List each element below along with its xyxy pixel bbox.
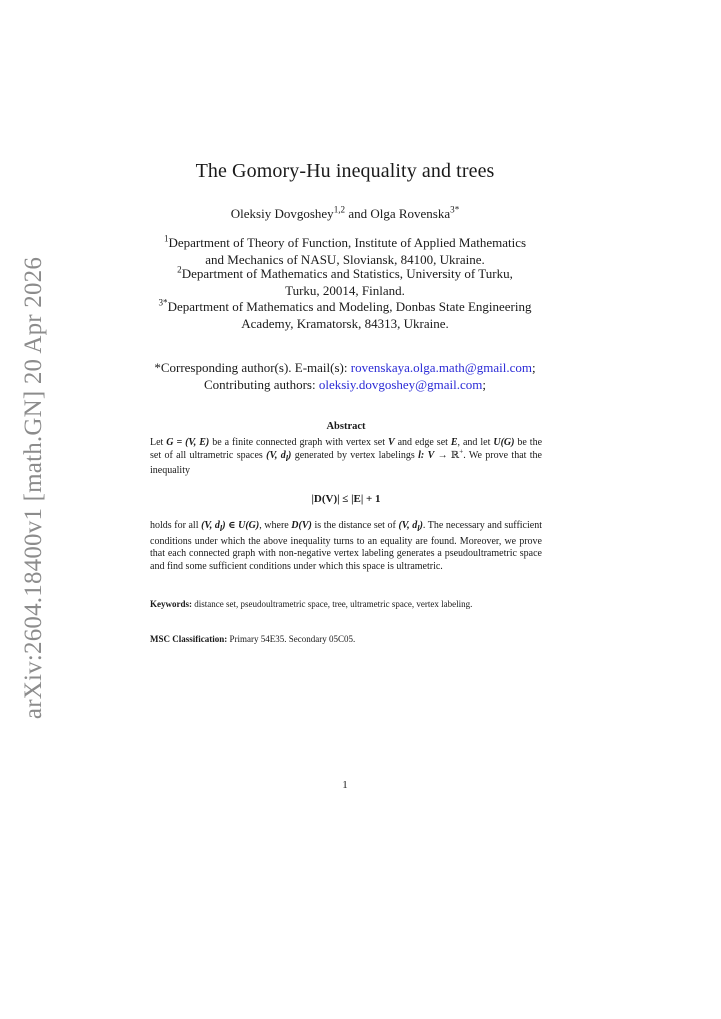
affiliation-marker: 2 bbox=[177, 264, 182, 275]
paper-title: The Gomory-Hu inequality and trees bbox=[195, 160, 495, 182]
affiliation-line: and Mechanics of NASU, Sloviansk, 84100, Ukraine. bbox=[205, 251, 485, 267]
affiliation bbox=[120, 299, 570, 332]
abstract-heading: Abstract bbox=[326, 421, 366, 432]
msc-label: MSC Classification: bbox=[150, 634, 228, 644]
author-name: Oleksiy Dovgoshey bbox=[230, 206, 334, 221]
keywords-text: distance set, pseudoultrametric space, tree, ultrametric space, vertex labeling. bbox=[192, 599, 473, 609]
abstract-paragraph bbox=[150, 437, 542, 478]
text-run: , where bbox=[259, 520, 292, 531]
text-run: . The necessary and sufficient conditions under which the above inequality turns to an equality are found. Moreover, we prove that each connected graph with non-negative vertex labeling generates a pseudoultrametric space and find some sufficient conditions under which this space is ultrametric. bbox=[150, 520, 542, 572]
corresponding-author-label: *Corresponding author(s). E-mail(s): bbox=[154, 360, 351, 375]
math-distance-set: D(V) bbox=[291, 520, 312, 531]
affiliation bbox=[120, 235, 570, 268]
contributing-email-link[interactable]: oleksiy.dovgoshey@gmail.com bbox=[318, 376, 483, 392]
author-name: Olga Rovenska bbox=[370, 206, 451, 221]
affiliation bbox=[120, 266, 570, 299]
abstract-equation: |D(V)| ≤ |E| + 1 bbox=[311, 493, 381, 505]
math-space: (V, d bbox=[201, 520, 220, 531]
corresponding-email-link[interactable]: rovenskaya.olga.math@gmail.com bbox=[350, 360, 533, 375]
math-domain: V bbox=[427, 449, 435, 461]
math-subscript: l bbox=[285, 453, 289, 463]
keywords bbox=[150, 598, 542, 610]
text-run: holds for all bbox=[150, 520, 202, 531]
text-run: . We prove that the inequality bbox=[150, 449, 542, 477]
text-run: , and let bbox=[457, 437, 494, 448]
affiliation-line: Department of Mathematics and Modeling, Donbas State Engineering bbox=[167, 299, 532, 314]
page-number: 1 bbox=[342, 779, 348, 791]
separator: ; bbox=[532, 360, 536, 375]
text-run: is the distance set of bbox=[311, 520, 399, 531]
math-codomain: → ℝ bbox=[434, 449, 460, 461]
separator: ; bbox=[482, 376, 486, 392]
math-vertex-set: V bbox=[387, 437, 395, 448]
math-space: (V, d bbox=[266, 449, 286, 461]
msc-text: Primary 54E35. Secondary 05C05. bbox=[227, 634, 356, 644]
author-line bbox=[120, 206, 570, 222]
affiliation-line: Academy, Kramatorsk, 84313, Ukraine. bbox=[241, 315, 449, 331]
math-space-close: ) bbox=[419, 520, 423, 531]
math-space: (V, d bbox=[398, 520, 418, 531]
arxiv-identifier-stamp bbox=[16, 256, 52, 720]
author-affiliation-marker: 1,2 bbox=[333, 204, 346, 215]
contributing-authors-label: Contributing authors: bbox=[204, 376, 319, 392]
author-affiliation-marker: 3* bbox=[450, 204, 460, 215]
author-conjunction: and bbox=[345, 206, 371, 221]
text-run: be the set of all ultrametric spaces bbox=[150, 437, 543, 461]
math-subscript: l bbox=[417, 524, 420, 533]
affiliation-line: Turku, 20014, Finland. bbox=[285, 282, 405, 298]
math-ultrametric-set: U(G) bbox=[493, 437, 515, 448]
math-edge-set: E bbox=[450, 437, 458, 448]
abstract-paragraph bbox=[150, 520, 542, 573]
math-superscript: + bbox=[459, 447, 464, 456]
text-run: Let bbox=[150, 437, 167, 448]
math-labeling: l bbox=[418, 449, 421, 461]
math-membership: ) ∈ U(G) bbox=[222, 520, 260, 531]
text-run: and edge set bbox=[394, 437, 451, 448]
arxiv-identifier-text: arXiv:2604.18400v1 [math.GN] 20 Apr 2026 bbox=[20, 256, 47, 720]
affiliation-marker: 3* bbox=[158, 297, 168, 308]
text-run: generated by vertex labelings bbox=[291, 449, 419, 461]
math-subscript: l bbox=[219, 524, 223, 533]
affiliation-line: Department of Theory of Function, Institute of Applied Mathematics bbox=[168, 235, 527, 250]
math-colon: : bbox=[420, 449, 428, 461]
affiliation-marker: 1 bbox=[163, 233, 169, 244]
math-graph: G = (V, E) bbox=[166, 437, 210, 448]
correspondence-block bbox=[120, 360, 570, 393]
text-run: be a finite connected graph with vertex set bbox=[209, 437, 388, 448]
msc-classification bbox=[150, 633, 542, 645]
math-space-close: ) bbox=[288, 449, 292, 461]
affiliation-line: Department of Mathematics and Statistics, University of Turku, bbox=[181, 266, 513, 281]
keywords-label: Keywords: bbox=[150, 599, 192, 609]
